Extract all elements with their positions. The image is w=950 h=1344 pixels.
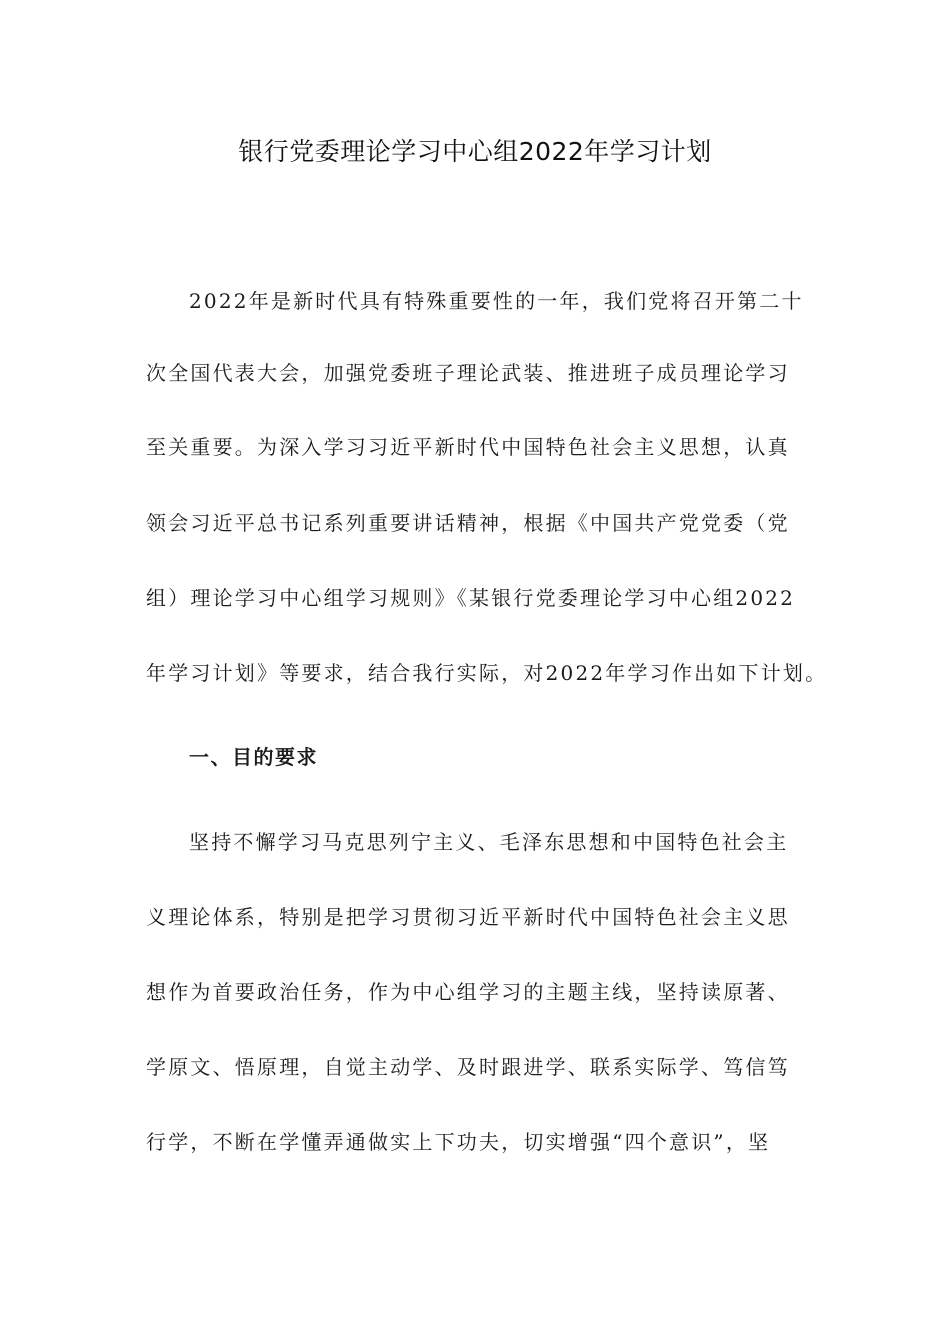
section-heading-purpose: 一、目的要求: [189, 745, 318, 769]
document-title: 银行党委理论学习中心组2022年学习计划: [238, 137, 712, 166]
section1-line-5: 行学，不断在学懂弄通做实上下功夫，切实增强“四个意识”，坚: [146, 1130, 771, 1154]
intro-line-4: 领会习近平总书记系列重要讲话精神，根据《中国共产党党委（党: [146, 511, 790, 535]
intro-line-5: 组）理论学习中心组学习规则》《某银行党委理论学习中心组2022: [146, 586, 796, 610]
intro-line-2: 次全国代表大会，加强党委班子理论武装、推进班子成员理论学习: [146, 361, 790, 385]
section1-line-4: 学原文、悟原理，自觉主动学、及时跟进学、联系实际学、笃信笃: [146, 1055, 790, 1079]
intro-line-3: 至关重要。为深入学习习近平新时代中国特色社会主义思想，认真: [146, 435, 790, 459]
intro-line-6: 年学习计划》等要求，结合我行实际，对2022年学习作出如下计划。: [146, 661, 828, 685]
section1-line-2: 义理论体系，特别是把学习贯彻习近平新时代中国特色社会主义思: [146, 905, 790, 929]
section1-line-1: 坚持不懈学习马克思列宁主义、毛泽东思想和中国特色社会主: [189, 830, 789, 854]
intro-line-1: 2022年是新时代具有特殊重要性的一年，我们党将召开第二十: [189, 289, 804, 313]
section1-line-3: 想作为首要政治任务，作为中心组学习的主题主线，坚持读原著、: [146, 980, 790, 1004]
